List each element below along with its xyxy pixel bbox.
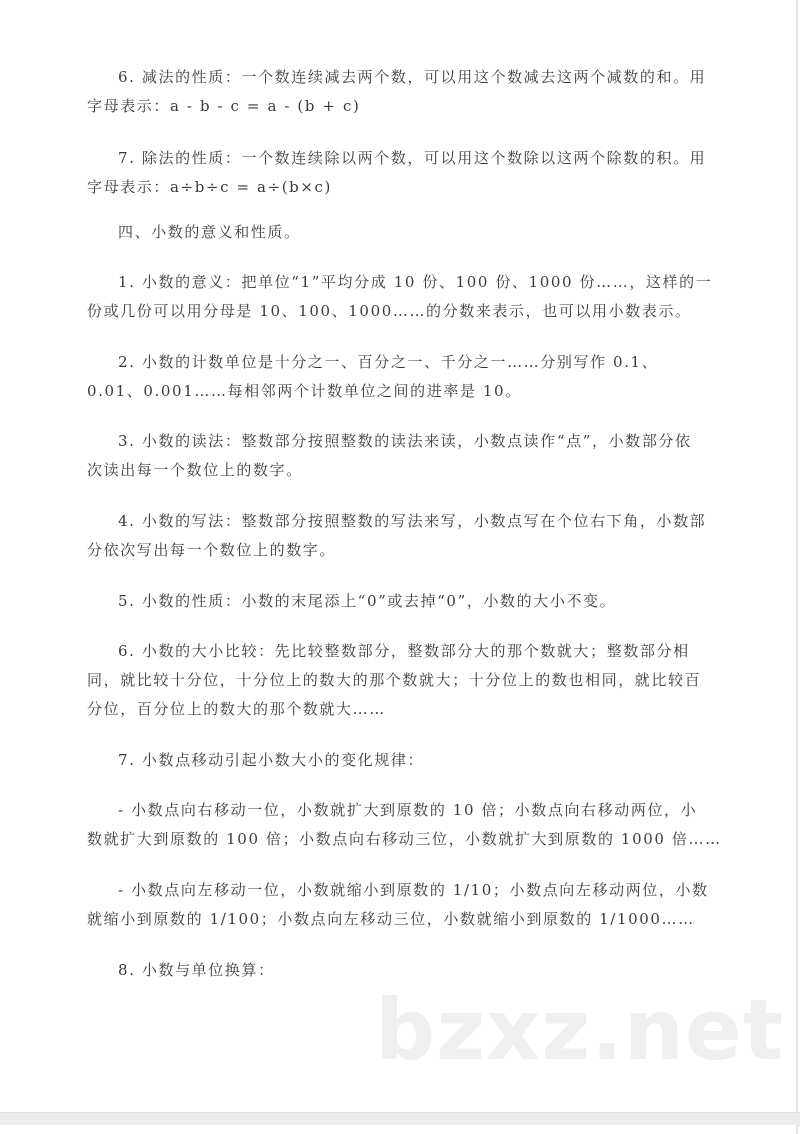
paragraph-first-line: - 小数点向右移动一位，小数就扩大到原数的 10 倍；小数点向右移动两位，小 (118, 801, 698, 819)
next-page-edge (0, 1125, 798, 1134)
paragraph-first-line: - 小数点向左移动一位，小数就缩小到原数的 1/10；小数点向左移动两位，小数 (118, 881, 709, 899)
paragraph-continuation-line: 分位，百分位上的数大的那个数就大…… (87, 700, 386, 718)
paragraph-continuation-line: 数就扩大到原数的 100 倍；小数点向右移动三位，小数就扩大到原数的 1000 倍…… (87, 830, 722, 848)
page-separator (0, 1112, 800, 1126)
paragraph-first-line: 4. 小数的写法：整数部分按照整数的写法来写，小数点写在个位右下角，小数部 (118, 512, 707, 530)
paragraph-first-line: 四、小数的意义和性质。 (118, 223, 301, 241)
paragraph-continuation-line: 份或几份可以用分母是 10、100、1000……的分数来表示，也可以用小数表示。 (87, 302, 692, 320)
paragraph-first-line: 8. 小数与单位换算： (118, 961, 275, 979)
paragraph-continuation-line: 就缩小到原数的 1/100；小数点向左移动三位，小数就缩小到原数的 1/1000…… (87, 910, 695, 928)
paragraph-continuation-line: 字母表示：a - b - c = a - (b + c) (87, 97, 361, 115)
paragraph-first-line: 6. 小数的大小比较：先比较整数部分，整数部分大的那个数就大；整数部分相 (118, 642, 690, 660)
paragraph-continuation-line: 次读出每一个数位上的数字。 (87, 461, 303, 479)
paragraph-first-line: 7. 小数点移动引起小数大小的变化规律： (118, 751, 425, 769)
paragraph-first-line: 2. 小数的计数单位是十分之一、百分之一、千分之一……分别写作 0.1、 (118, 353, 659, 371)
paragraph-continuation-line: 分依次写出每一个数位上的数字。 (87, 541, 337, 559)
paragraph-first-line: 1. 小数的意义：把单位“1”平均分成 10 份、100 份、1000 份……，这样的一 (118, 273, 713, 291)
paragraph-first-line: 7. 除法的性质：一个数连续除以两个数，可以用这个数除以这两个除数的积。用 (118, 149, 707, 167)
paragraph-first-line: 6. 减法的性质：一个数连续减去两个数，可以用这个数减去这两个减数的和。用 (118, 68, 707, 86)
paragraph-continuation-line: 0.01、0.001……每相邻两个计数单位之间的进率是 10。 (87, 382, 522, 400)
paragraph-first-line: 5. 小数的性质：小数的末尾添上“0”或去掉“0”，小数的大小不变。 (118, 592, 617, 610)
paragraph-first-line: 3. 小数的读法：整数部分按照整数的读法来读，小数点读作“点”，小数部分依 (118, 432, 692, 450)
paragraph-continuation-line: 字母表示：a÷b÷c = a÷(b×c) (87, 178, 332, 196)
watermark: bzxz.net (375, 981, 784, 1079)
paragraph-continuation-line: 同，就比较十分位，十分位上的数大的那个数就大；十分位上的数也相同，就比较百 (87, 671, 702, 689)
